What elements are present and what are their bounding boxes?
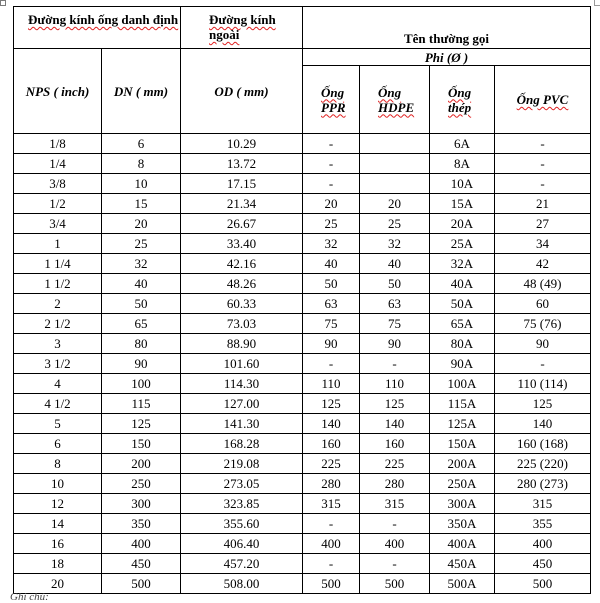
cell-pvc: -: [495, 134, 591, 154]
cell-dn: 500: [102, 574, 181, 594]
cell-thep: 40A: [430, 274, 495, 294]
cell-nps: 6: [14, 434, 102, 454]
cell-thep: 80A: [430, 334, 495, 354]
cell-ppr: -: [303, 174, 360, 194]
cell-hdpe: 315: [360, 494, 430, 514]
cell-pvc: 225 (220): [495, 454, 591, 474]
cell-nps: 16: [14, 534, 102, 554]
header-phi: [303, 49, 591, 66]
cell-od: 60.33: [181, 294, 303, 314]
cell-hdpe: 25: [360, 214, 430, 234]
cell-nps: 18: [14, 554, 102, 574]
cell-od: 457.20: [181, 554, 303, 574]
cell-hdpe: -: [360, 354, 430, 374]
cell-od: 33.40: [181, 234, 303, 254]
header-ppr: [303, 66, 360, 134]
cell-dn: 8: [102, 154, 181, 174]
cell-od: 141.30: [181, 414, 303, 434]
cell-hdpe: [360, 174, 430, 194]
header-od-text: OD ( mm): [214, 83, 269, 99]
cell-pvc: 280 (273): [495, 474, 591, 494]
cell-hdpe: 110: [360, 374, 430, 394]
cell-thep: 450A: [430, 554, 495, 574]
table-row: [14, 334, 591, 354]
cell-od: 508.00: [181, 574, 303, 594]
cell-nps: 3/4: [14, 214, 102, 234]
cell-dn: 80: [102, 334, 181, 354]
cell-thep: 350A: [430, 514, 495, 534]
cell-hdpe: 50: [360, 274, 430, 294]
cell-ppr: 90: [303, 334, 360, 354]
table-body: [14, 134, 591, 594]
cell-dn: 115: [102, 394, 181, 414]
cell-ppr: 63: [303, 294, 360, 314]
header-pvc-text: Ống PVC: [516, 92, 569, 107]
cell-dn: 90: [102, 354, 181, 374]
cell-od: 273.05: [181, 474, 303, 494]
cell-pvc: 500: [495, 574, 591, 594]
cell-hdpe: 32: [360, 234, 430, 254]
table-row: [14, 514, 591, 534]
cell-pvc: 125: [495, 394, 591, 414]
cell-dn: 150: [102, 434, 181, 454]
cell-hdpe: 125: [360, 394, 430, 414]
cell-nps: 2 1/2: [14, 314, 102, 334]
cell-ppr: 315: [303, 494, 360, 514]
header-dn: [102, 49, 181, 134]
cell-od: 73.03: [181, 314, 303, 334]
cell-hdpe: 500: [360, 574, 430, 594]
cell-pvc: 34: [495, 234, 591, 254]
header-nominal-diameter: [14, 7, 181, 49]
cell-thep: 250A: [430, 474, 495, 494]
cell-thep: 115A: [430, 394, 495, 414]
table-row: [14, 274, 591, 294]
cell-hdpe: 75: [360, 314, 430, 334]
cell-pvc: -: [495, 174, 591, 194]
cell-pvc: 90: [495, 334, 591, 354]
cell-thep: 8A: [430, 154, 495, 174]
cell-ppr: 280: [303, 474, 360, 494]
table-row: [14, 134, 591, 154]
cell-ppr: -: [303, 554, 360, 574]
cell-hdpe: [360, 154, 430, 174]
cell-thep: 6A: [430, 134, 495, 154]
cell-dn: 450: [102, 554, 181, 574]
cell-pvc: 160 (168): [495, 434, 591, 454]
table-row: [14, 494, 591, 514]
cell-dn: 40: [102, 274, 181, 294]
table-row: [14, 174, 591, 194]
cell-pvc: 60: [495, 294, 591, 314]
cell-od: 17.15: [181, 174, 303, 194]
cell-ppr: 225: [303, 454, 360, 474]
cell-od: 42.16: [181, 254, 303, 274]
cell-hdpe: 20: [360, 194, 430, 214]
cell-hdpe: -: [360, 554, 430, 574]
cell-thep: 150A: [430, 434, 495, 454]
cell-nps: 1: [14, 234, 102, 254]
cell-thep: 100A: [430, 374, 495, 394]
cell-hdpe: 140: [360, 414, 430, 434]
cell-dn: 25: [102, 234, 181, 254]
cell-od: 48.26: [181, 274, 303, 294]
header-outer-diameter-text: Đường kính ngoài: [209, 12, 276, 42]
header-dn-text: DN ( mm): [113, 83, 169, 99]
cell-pvc: 400: [495, 534, 591, 554]
header-row-phi: [14, 49, 591, 66]
cell-ppr: 140: [303, 414, 360, 434]
cell-dn: 15: [102, 194, 181, 214]
cell-pvc: 75 (76): [495, 314, 591, 334]
cell-nps: 10: [14, 474, 102, 494]
cell-ppr: -: [303, 354, 360, 374]
header-hdpe-text: Ống HDPE: [378, 84, 415, 115]
cell-pvc: 27: [495, 214, 591, 234]
cell-nps: 1 1/4: [14, 254, 102, 274]
cell-dn: 100: [102, 374, 181, 394]
cell-thep: 15A: [430, 194, 495, 214]
cell-hdpe: [360, 134, 430, 154]
cell-dn: 300: [102, 494, 181, 514]
table-row: [14, 574, 591, 594]
cell-thep: 20A: [430, 214, 495, 234]
header-pvc: [495, 66, 591, 134]
header-hdpe: [360, 66, 430, 134]
cell-pvc: 140: [495, 414, 591, 434]
cell-dn: 20: [102, 214, 181, 234]
cell-hdpe: 225: [360, 454, 430, 474]
table-row: [14, 474, 591, 494]
table-row: [14, 194, 591, 214]
cell-nps: 12: [14, 494, 102, 514]
cell-nps: 1/4: [14, 154, 102, 174]
header-common-name: [303, 7, 591, 49]
cell-hdpe: -: [360, 514, 430, 534]
cell-dn: 6: [102, 134, 181, 154]
cell-nps: 20: [14, 574, 102, 594]
cell-ppr: -: [303, 154, 360, 174]
header-common-name-text: Tên thường gọi: [403, 31, 490, 46]
cell-dn: 350: [102, 514, 181, 534]
cell-hdpe: 90: [360, 334, 430, 354]
cell-ppr: 32: [303, 234, 360, 254]
cell-dn: 10: [102, 174, 181, 194]
header-od: [181, 49, 303, 134]
cell-ppr: 50: [303, 274, 360, 294]
cell-thep: 125A: [430, 414, 495, 434]
cell-thep: 10A: [430, 174, 495, 194]
cell-pvc: 42: [495, 254, 591, 274]
table-row: [14, 534, 591, 554]
header-thep-text: Ống thép: [448, 84, 472, 115]
cell-nps: 3/8: [14, 174, 102, 194]
page-corner-mark-left: [0, 0, 6, 6]
cell-nps: 4: [14, 374, 102, 394]
table-row: [14, 374, 591, 394]
cell-nps: 3: [14, 334, 102, 354]
cell-dn: 50: [102, 294, 181, 314]
cell-ppr: 110: [303, 374, 360, 394]
cell-pvc: 355: [495, 514, 591, 534]
table-row: [14, 554, 591, 574]
cell-pvc: -: [495, 354, 591, 374]
table-row: [14, 254, 591, 274]
cell-dn: 32: [102, 254, 181, 274]
cell-od: 101.60: [181, 354, 303, 374]
cell-od: 323.85: [181, 494, 303, 514]
cell-dn: 125: [102, 414, 181, 434]
cell-od: 168.28: [181, 434, 303, 454]
cell-od: 21.34: [181, 194, 303, 214]
cell-od: 88.90: [181, 334, 303, 354]
cell-thep: 65A: [430, 314, 495, 334]
cell-od: 219.08: [181, 454, 303, 474]
table-row: [14, 414, 591, 434]
cell-thep: 500A: [430, 574, 495, 594]
cell-hdpe: 63: [360, 294, 430, 314]
cell-od: 355.60: [181, 514, 303, 534]
table-row: [14, 214, 591, 234]
cell-ppr: 25: [303, 214, 360, 234]
cell-thep: 25A: [430, 234, 495, 254]
cell-dn: 200: [102, 454, 181, 474]
cell-od: 26.67: [181, 214, 303, 234]
cell-od: 406.40: [181, 534, 303, 554]
cell-dn: 65: [102, 314, 181, 334]
cell-nps: 14: [14, 514, 102, 534]
page-corner-mark-right: [594, 0, 600, 6]
pipe-size-table: [13, 6, 591, 594]
cell-od: 127.00: [181, 394, 303, 414]
cell-pvc: -: [495, 154, 591, 174]
cell-nps: 2: [14, 294, 102, 314]
header-phi-text: Phi (Ø ): [424, 49, 469, 65]
header-outer-diameter: [181, 7, 303, 49]
cell-nps: 4 1/2: [14, 394, 102, 414]
cell-ppr: 160: [303, 434, 360, 454]
cell-thep: 32A: [430, 254, 495, 274]
table-row: [14, 454, 591, 474]
cell-od: 114.30: [181, 374, 303, 394]
header-nps: [14, 49, 102, 134]
cell-od: 13.72: [181, 154, 303, 174]
cell-nps: 3 1/2: [14, 354, 102, 374]
cell-nps: 1 1/2: [14, 274, 102, 294]
cell-thep: 200A: [430, 454, 495, 474]
cell-ppr: -: [303, 134, 360, 154]
cell-ppr: 500: [303, 574, 360, 594]
cell-nps: 1/8: [14, 134, 102, 154]
table-row: [14, 434, 591, 454]
cell-hdpe: 40: [360, 254, 430, 274]
cell-ppr: -: [303, 514, 360, 534]
cell-pvc: 21: [495, 194, 591, 214]
header-row-groups: [14, 7, 591, 49]
cell-ppr: 125: [303, 394, 360, 414]
cell-pvc: 110 (114): [495, 374, 591, 394]
table-row: [14, 314, 591, 334]
table-row: [14, 354, 591, 374]
cell-ppr: 400: [303, 534, 360, 554]
table-row: [14, 154, 591, 174]
header-nps-text: NPS ( inch): [25, 83, 90, 99]
cell-ppr: 75: [303, 314, 360, 334]
table-row: [14, 234, 591, 254]
table-row: [14, 294, 591, 314]
header-nominal-diameter-text: Đường kính ống danh định: [28, 12, 179, 27]
table-row: [14, 394, 591, 414]
cell-thep: 50A: [430, 294, 495, 314]
cell-nps: 1/2: [14, 194, 102, 214]
cell-thep: 400A: [430, 534, 495, 554]
cell-dn: 250: [102, 474, 181, 494]
table-note-caption: Ghi chú:: [10, 591, 49, 603]
cell-ppr: 40: [303, 254, 360, 274]
cell-dn: 400: [102, 534, 181, 554]
header-ppr-text: Ống PPR: [321, 84, 346, 115]
cell-thep: 90A: [430, 354, 495, 374]
cell-hdpe: 400: [360, 534, 430, 554]
cell-pvc: 315: [495, 494, 591, 514]
cell-nps: 8: [14, 454, 102, 474]
cell-thep: 300A: [430, 494, 495, 514]
cell-pvc: 48 (49): [495, 274, 591, 294]
header-thep: [430, 66, 495, 134]
cell-hdpe: 280: [360, 474, 430, 494]
cell-pvc: 450: [495, 554, 591, 574]
cell-hdpe: 160: [360, 434, 430, 454]
cell-ppr: 20: [303, 194, 360, 214]
cell-od: 10.29: [181, 134, 303, 154]
cell-nps: 5: [14, 414, 102, 434]
